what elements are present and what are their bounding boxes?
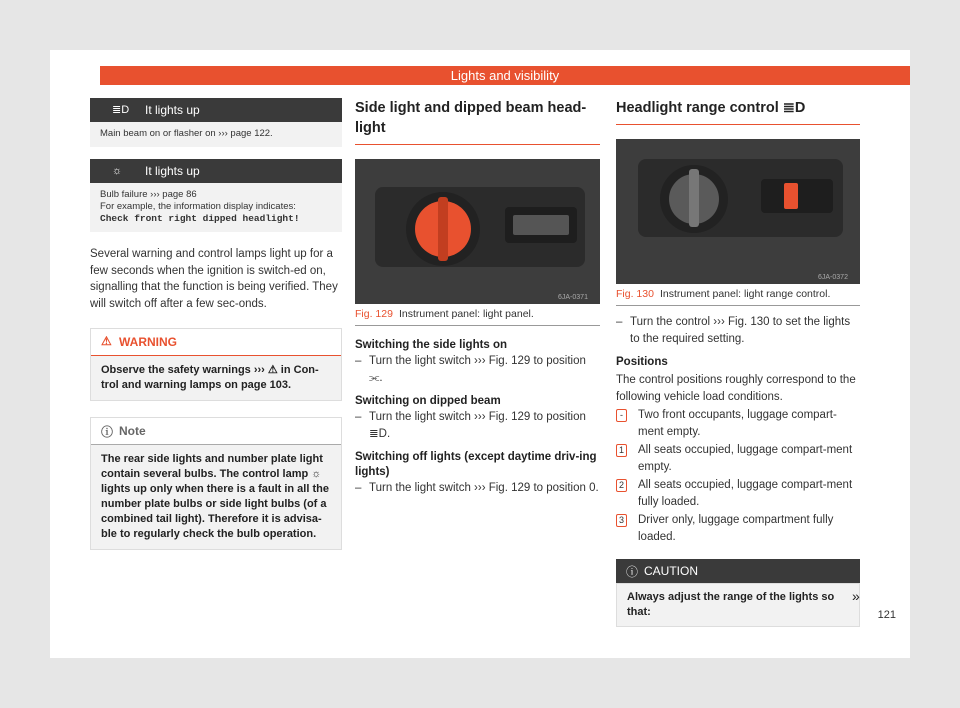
figure-caption-text: Instrument panel: light panel. bbox=[398, 308, 534, 320]
lamp-text: Bulb failure ››› page 86 bbox=[100, 189, 197, 200]
subheading: Switching the side lights on bbox=[355, 339, 508, 351]
position-text: Driver only, luggage compartment fully loaded. bbox=[638, 514, 834, 543]
note-title: Note bbox=[119, 424, 146, 438]
step-text: Turn the light switch ››› Fig. 129 to position ≣D. bbox=[369, 411, 586, 440]
warning-header bbox=[91, 329, 341, 356]
section-heading: Side light and dipped beam head-light bbox=[355, 98, 600, 145]
page-number: 121 bbox=[877, 609, 896, 621]
figure-light-panel bbox=[355, 159, 600, 304]
figure-code: 6JA-0371 bbox=[558, 294, 588, 301]
position-item bbox=[616, 512, 860, 545]
figure-caption bbox=[355, 304, 600, 326]
column-right bbox=[616, 98, 860, 627]
position-text: All seats occupied, luggage compart-ment fully loaded. bbox=[638, 479, 853, 508]
position-number: 2 bbox=[616, 479, 627, 492]
display-message: Check front right dipped headlight! bbox=[100, 213, 300, 224]
figure-label: Fig. 129 bbox=[355, 308, 393, 320]
range-control-illustration bbox=[616, 139, 860, 284]
info-icon: ⓘ bbox=[101, 425, 114, 439]
position-text: All seats occupied, luggage compart-ment empty. bbox=[638, 444, 853, 473]
main-beam-icon: ≣D bbox=[112, 104, 130, 116]
step-text: Turn the control ››› Fig. 130 to set the lights to the required setting. bbox=[630, 316, 851, 345]
warning-icon: ⚠ bbox=[101, 334, 112, 348]
section-header: Lights and visibility bbox=[100, 66, 910, 85]
position-text: Two front occupants, luggage compart-ment empty. bbox=[638, 409, 837, 438]
figure-label: Fig. 130 bbox=[616, 288, 654, 300]
positions-intro: The control positions roughly correspond to the following vehicle load conditions. bbox=[616, 374, 856, 403]
note-box bbox=[90, 417, 342, 550]
lamp-bar-bulb-failure bbox=[90, 159, 342, 183]
step-item: – Turn the light switch ››› Fig. 129 to position 0. bbox=[355, 482, 599, 494]
continued-marker: » bbox=[852, 588, 860, 604]
figure-caption-text: Instrument panel: light range control. bbox=[659, 288, 831, 300]
warning-box bbox=[90, 328, 342, 401]
figure-code: 6JA-0372 bbox=[818, 274, 848, 281]
position-item bbox=[616, 442, 860, 475]
position-number: 1 bbox=[616, 444, 627, 457]
lamp-desc bbox=[90, 183, 342, 232]
light-panel-illustration bbox=[355, 159, 600, 304]
column-middle bbox=[355, 98, 600, 497]
position-number: - bbox=[616, 409, 627, 422]
figure-range-control bbox=[616, 139, 860, 284]
step-text: Turn the light switch ››› Fig. 129 to position 0. bbox=[369, 482, 599, 494]
note-header bbox=[91, 418, 341, 445]
caution-box bbox=[616, 559, 860, 627]
caution-icon: ⓘ bbox=[626, 565, 639, 579]
step-item: – Turn the light switch ››› Fig. 129 to position ≣D. bbox=[355, 411, 586, 440]
step-item: – Turn the control ››› Fig. 130 to set the lights to the required setting. bbox=[616, 316, 851, 345]
intro-paragraph: Several warning and control lamps light up for a few seconds when the ignition is switch-ed on, signalling that the function is being verified. They will switch off after a few sec-onds. bbox=[90, 248, 338, 310]
caution-header bbox=[616, 559, 860, 583]
lamp-text: Main beam on or flasher on ››› page 122. bbox=[100, 128, 273, 139]
step-item: – Turn the light switch ››› Fig. 129 to position ⫘. bbox=[355, 355, 586, 384]
section-heading: Headlight range control ≣D bbox=[616, 98, 860, 125]
manual-page bbox=[50, 50, 910, 658]
position-number: 3 bbox=[616, 514, 627, 527]
note-text: The rear side lights and number plate light contain several bulbs. The control lamp ☼ lights up only when there is a fault in all the number plate bulbs or side light bulbs (of a combined tail light). Therefore it is advisa-ble to regularly check the bulb operation. bbox=[91, 445, 341, 549]
position-item bbox=[616, 407, 860, 440]
figure-caption bbox=[616, 284, 860, 306]
warning-title: WARNING bbox=[119, 335, 177, 349]
lamp-desc bbox=[90, 122, 342, 147]
bulb-icon: ☼ bbox=[112, 165, 123, 177]
position-item bbox=[616, 477, 860, 510]
lamp-title: It lights up bbox=[145, 103, 200, 117]
lamp-title: It lights up bbox=[145, 164, 200, 178]
subheading: Switching on dipped beam bbox=[355, 395, 501, 407]
lamp-bar-main-beam bbox=[90, 98, 342, 122]
caution-text: Always adjust the range of the lights so that: bbox=[616, 583, 860, 627]
column-left bbox=[90, 98, 342, 550]
caution-title: CAUTION bbox=[644, 564, 698, 578]
subheading: Positions bbox=[616, 356, 668, 368]
lamp-text: For example, the information display indicates: bbox=[100, 201, 296, 212]
subheading: Switching off lights (except daytime driv-ing lights) bbox=[355, 451, 597, 478]
step-text: Turn the light switch ››› Fig. 129 to position ⫘. bbox=[369, 355, 586, 384]
warning-text: Observe the safety warnings ››› ⚠ in Con-trol and warning lamps on page 103. bbox=[91, 356, 341, 400]
